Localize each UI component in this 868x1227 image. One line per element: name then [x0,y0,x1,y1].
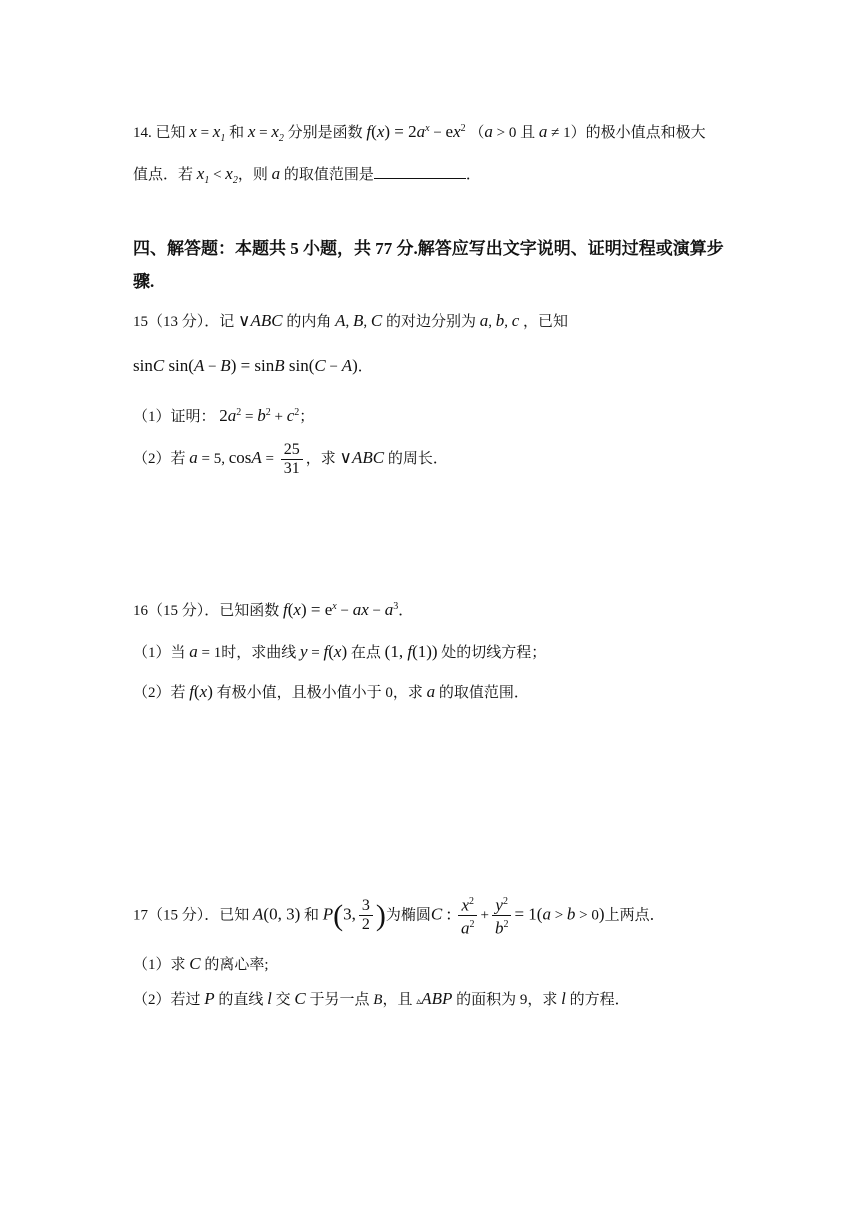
q15-equation: sinC sin(A − B) = sinB sin(C − A)． [133,356,373,375]
q16-part2: （2）若 f(x) 有极小值，且极小值小于 0，求 a 的取值范围． [133,682,529,701]
q17-part2: （2）若过 P 的直线 l 交 C 于另一点 B，且 ▵ABP 的面积为 9，求 l 的方程． [133,989,630,1008]
section4-heading-cont: 骤. [133,272,155,291]
fraction: $\frac{3}{2}$ [359,897,373,934]
q17-part1: （1）求 C 的离心率; [133,954,269,973]
q15-part2: （2）若 a = 5, cosA = $\frac{25}{31}$ ，求 ∨ABC 的周长． [133,441,448,478]
fraction: $\frac{x^2}{a^2}$ [458,893,478,939]
q14-line2: 值点．若 $x_1 < x_2$，则 a 的取值范围是 ． [133,164,481,186]
q14-number: 14. [133,125,152,141]
fraction: $\frac{y^2}{b^2}$ [492,893,512,939]
answer-blank [374,164,466,179]
q15-line1: 15（13 分）．记 ∨ABC 的内角 A, B, C 的对边分别为 a, b, c ，已知 [133,311,569,330]
q17-line1: 17（15 分）．已知 A(0, 3) 和 P(3, $\frac{3}{2}$ )为椭圆C : $\frac{x^2}{a^2}$ + $\frac{y^2}{b^2}$ = 1(a > b > 0)上两点． [133,893,665,939]
q16-part1: （1）当 a = 1时，求曲线 y = f(x) 在点 (1, f(1)) 处的切线方程； [133,642,547,661]
fraction: $\frac{25}{31}$ [281,441,303,478]
q16-line1: 16（15 分）．已知函数 $f(x) = e^x$ − ax − $a^3$． [133,600,414,619]
section4-heading: 四、解答题：本题共 5 小题，共 77 分.解答应写出文字说明、证明过程或演算步 [133,239,724,258]
q15-part1: （1）证明： $2a^2 = b^2 + c^2$； [133,406,315,425]
q14-line1: 14. 已知 $x = x_1$ 和 $x = x_2$ 分别是函数 $f(x) = 2a^x - ex^2$ （a > 0 且 a ≠ 1）的极小值点和极大 [133,122,706,144]
